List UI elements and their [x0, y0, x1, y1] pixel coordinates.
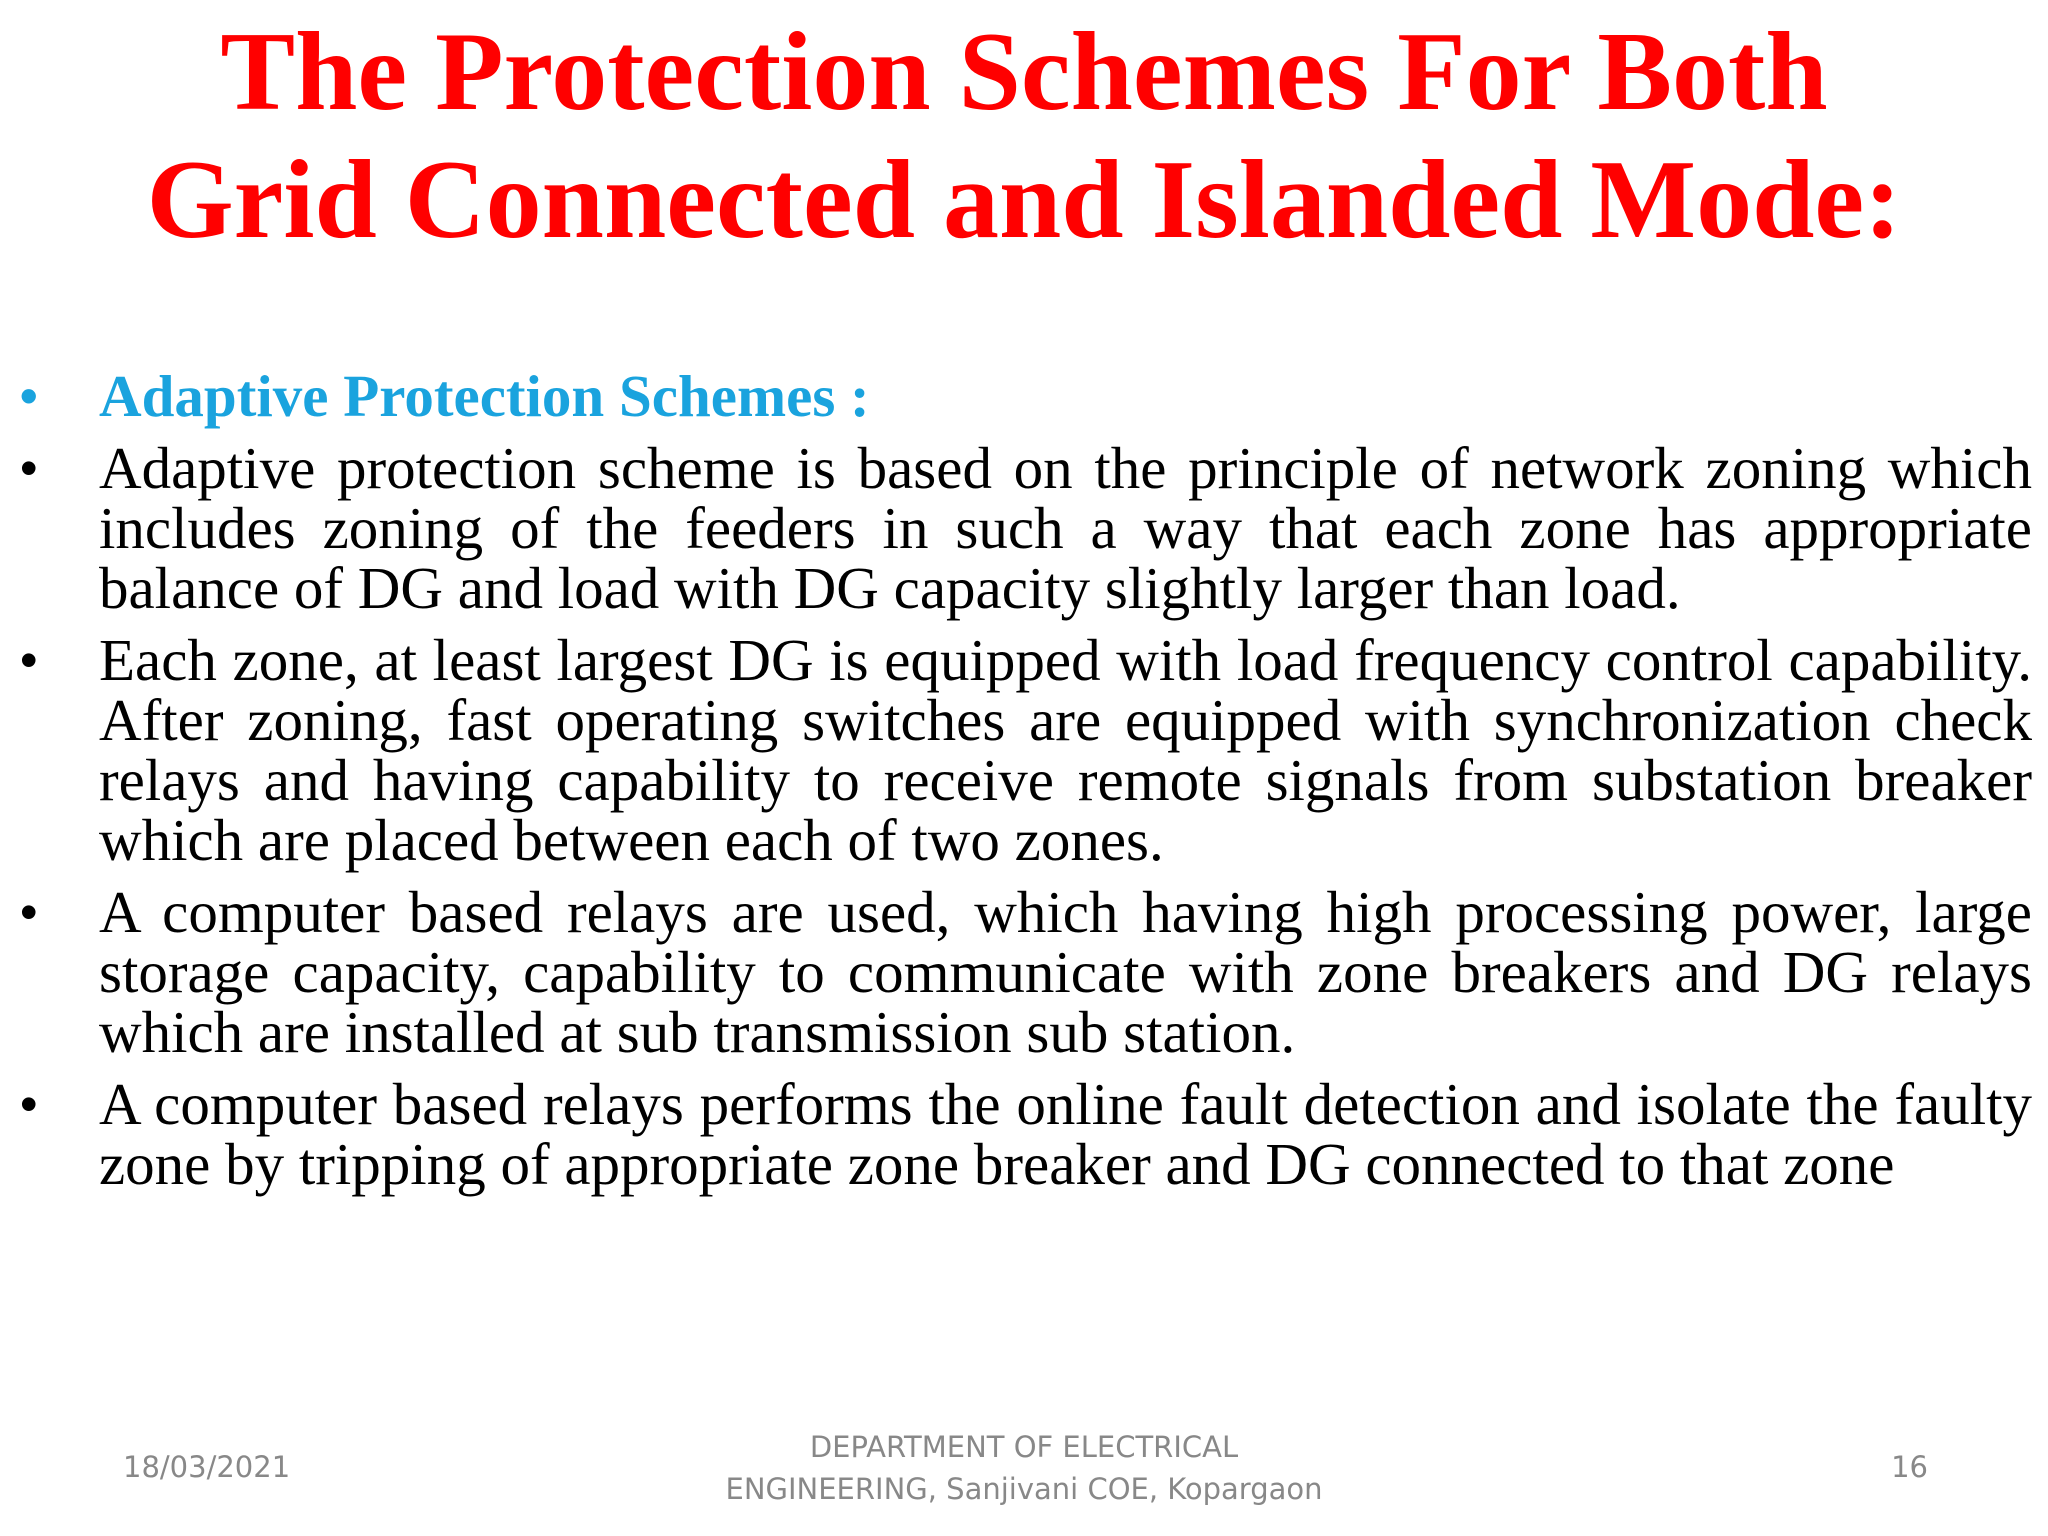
page-number: 16	[1891, 1450, 1928, 1484]
bullet-heading-text: Adaptive Protection Schemes :	[99, 363, 870, 429]
footer-date: 18/03/2021	[123, 1450, 291, 1484]
footer-department	[690, 1426, 1358, 1510]
bullet-heading	[0, 363, 2048, 429]
bullet-marker: •	[20, 632, 38, 688]
footer-department-line-2: ENGINEERING, Sanjivani COE, Kopargaon	[725, 1472, 1323, 1506]
bullet-point-text: Each zone, at least largest DG is equipped with load frequency control capability. After zoning, fast operating switches are equipped with synchronization check relays and having capability to receive remote signals from substation breaker which are placed between each of two zones.	[99, 627, 2032, 873]
bullet-point-3	[0, 879, 2048, 1065]
bullet-point-text: A computer based relays performs the online fault detection and isolate the faulty zone by tripping of appropriate zone breaker and DG connected to that zone	[99, 1071, 2032, 1197]
bullet-point-text: A computer based relays are used, which having high processing power, large storage capacity, capability to communicate with zone breakers and DG relays which are installed at sub transmission sub station.	[99, 879, 2032, 1065]
footer-department-line-1: DEPARTMENT OF ELECTRICAL	[809, 1430, 1239, 1464]
slide-title	[0, 8, 2048, 264]
bullet-marker: •	[20, 884, 38, 940]
slide-title-line-1: The Protection Schemes For Both	[220, 10, 1828, 134]
bullet-list	[0, 363, 2048, 1206]
bullet-marker: •	[20, 440, 38, 496]
bullet-point-4	[0, 1071, 2048, 1197]
bullet-marker: •	[20, 1076, 38, 1132]
slide-title-line-2: Grid Connected and Islanded Mode:	[146, 138, 1902, 262]
bullet-point-2	[0, 627, 2048, 873]
bullet-point-1	[0, 435, 2048, 621]
bullet-marker: •	[20, 368, 38, 424]
bullet-point-text: Adaptive protection scheme is based on the principle of network zoning which includes zoning of the feeders in such a way that each zone has appropriate balance of DG and load with DG capacity slightly larger than load.	[99, 435, 2032, 621]
